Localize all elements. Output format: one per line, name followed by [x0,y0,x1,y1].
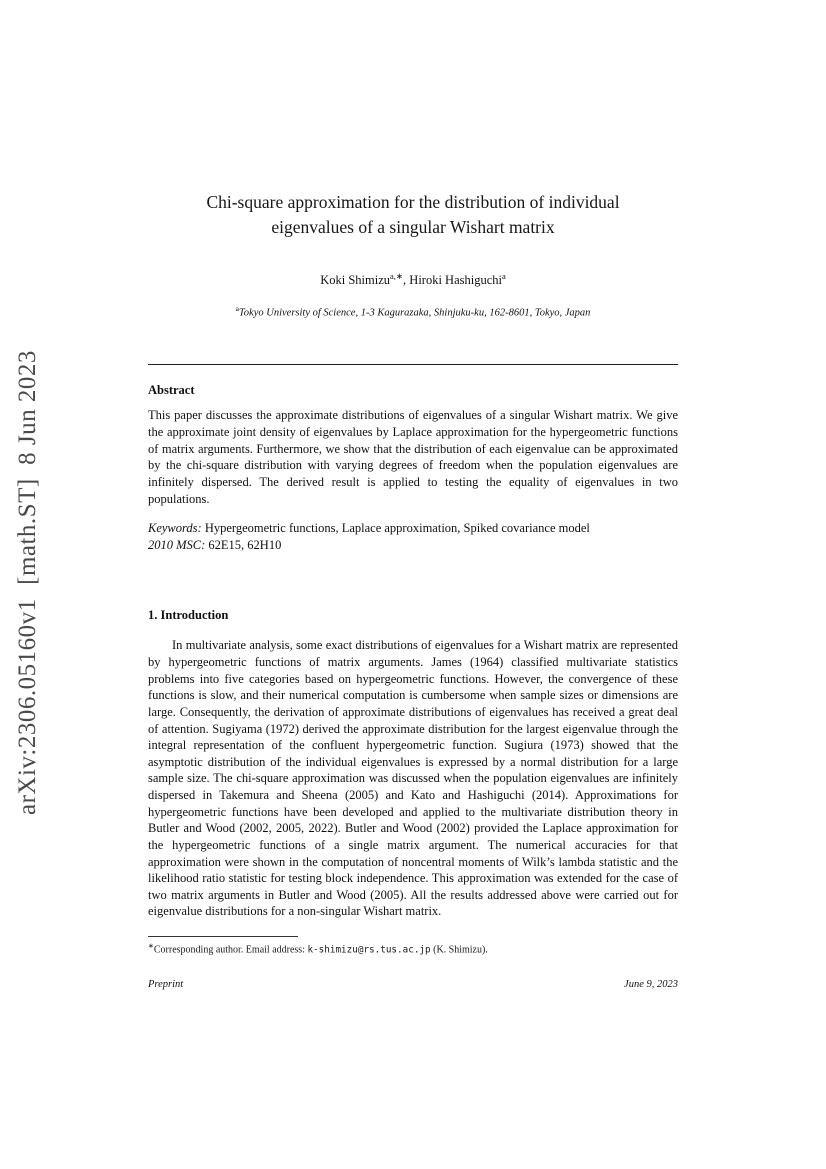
paper-content [148,0,678,920]
footnote-post-email: (K. Shimizu). [430,944,488,956]
msc-label: 2010 MSC: [148,537,206,552]
section-heading-introduction: 1. Introduction [148,608,229,623]
affiliation-mark: a [235,303,239,313]
keywords-line [148,520,678,537]
author-second-affmark: a [502,270,506,281]
affiliation-text: Tokyo University of Science, 1-3 Kagurazaka, Shinjuku-ku, 162-8601, Tokyo, Japan [238,307,591,319]
msc-text: 62E15, 62H10 [205,537,282,552]
footnote-pre-email: Corresponding author. Email address: [153,944,308,956]
footnote-marker: ∗ [148,942,154,950]
footnote [148,942,678,955]
footer-date: June 9, 2023 [624,979,678,990]
footnote-block [148,936,678,955]
author-first-affmark: a,∗ [390,270,404,281]
author-first-name: Koki Shimizu [320,272,391,287]
abstract-heading: Abstract [148,383,195,398]
arxiv-watermark: arXiv:2306.05160v1 [math.ST] 8 Jun 2023 [14,350,41,815]
author-line [148,271,678,288]
footnote-email: k-shimizu@rs.tus.ac.jp [307,944,431,956]
introduction-paragraph: In multivariate analysis, some exact distributions of eigenvalues for a Wishart matrix are represented by hypergeometric functions of matrix arguments. James (1964) classified multivariate statistics problems into five categories based on hypergeometric functions. However, the convergence of these functions is slow, and their numerical computation is cumbersome when sample sizes or dimensions are large. Consequently, the derivation of approximate distributions of eigenvalues has received a great deal of attention. Sugiyama (1972) derived the approximate distribution for the largest eigenvalue through the integral representation of the confluent hypergeometric function. Sugiura (1973) showed that the asymptotic distribution of the individual eigenvalues is expressed by a normal distribution for a large sample size. The chi-square approximation was discussed when the population eigenvalues are infinitely dispersed in Takemura and Sheena (2005) and Kato and Hashiguchi (2014). Approximations for hypergeometric functions have been developed and applied to the multivariate distribution theory in Butler and Wood (2002, 2005, 2022). Butler and Wood (2002) provided the Laplace approximation for the hypergeometric functions of a single matrix argument. The numerical accuracies for that approximation were shown in the computation of noncentral moments of Wilk’s lambda statistic and the likelihood ratio statistic for testing block independence. This approximation was extended for the case of two matrix arguments in Butler and Wood (2005). All the results addressed above were carried out for eigenvalue distributions for a non-singular Wishart matrix. [148,638,678,919]
paper-title [148,190,678,241]
abstract-text: This paper discusses the approximate distributions of eigenvalues of a singular Wishart matrix. We give the approximate joint density of eigenvalues by Laplace approximation for the hypergeometric functions of matrix arguments. Furthermore, we show that the distribution of each eigenvalue can be approximated by the chi-square distribution with varying degrees of freedom when the population eigenvalues are infinitely dispersed. The derived result is applied to testing the equality of eigenvalues in two populations. [148,408,678,506]
page-footer [148,979,678,990]
affiliation [148,304,678,319]
paper-title-line1: Chi-square approximation for the distribution of individual [206,192,620,212]
keywords-label: Keywords: [148,521,202,536]
abstract-top-rule [148,364,678,365]
author-separator: , [403,272,410,287]
footer-preprint-label: Preprint [148,979,184,990]
paper-title-line2: eigenvalues of a singular Wishart matrix [271,217,555,238]
author-second-name: Hiroki Hashiguchi [409,272,502,287]
keywords-text: Hypergeometric functions, Laplace approximation, Spiked covariance model [201,521,590,536]
msc-line [148,537,678,554]
footnote-rule [148,936,298,937]
